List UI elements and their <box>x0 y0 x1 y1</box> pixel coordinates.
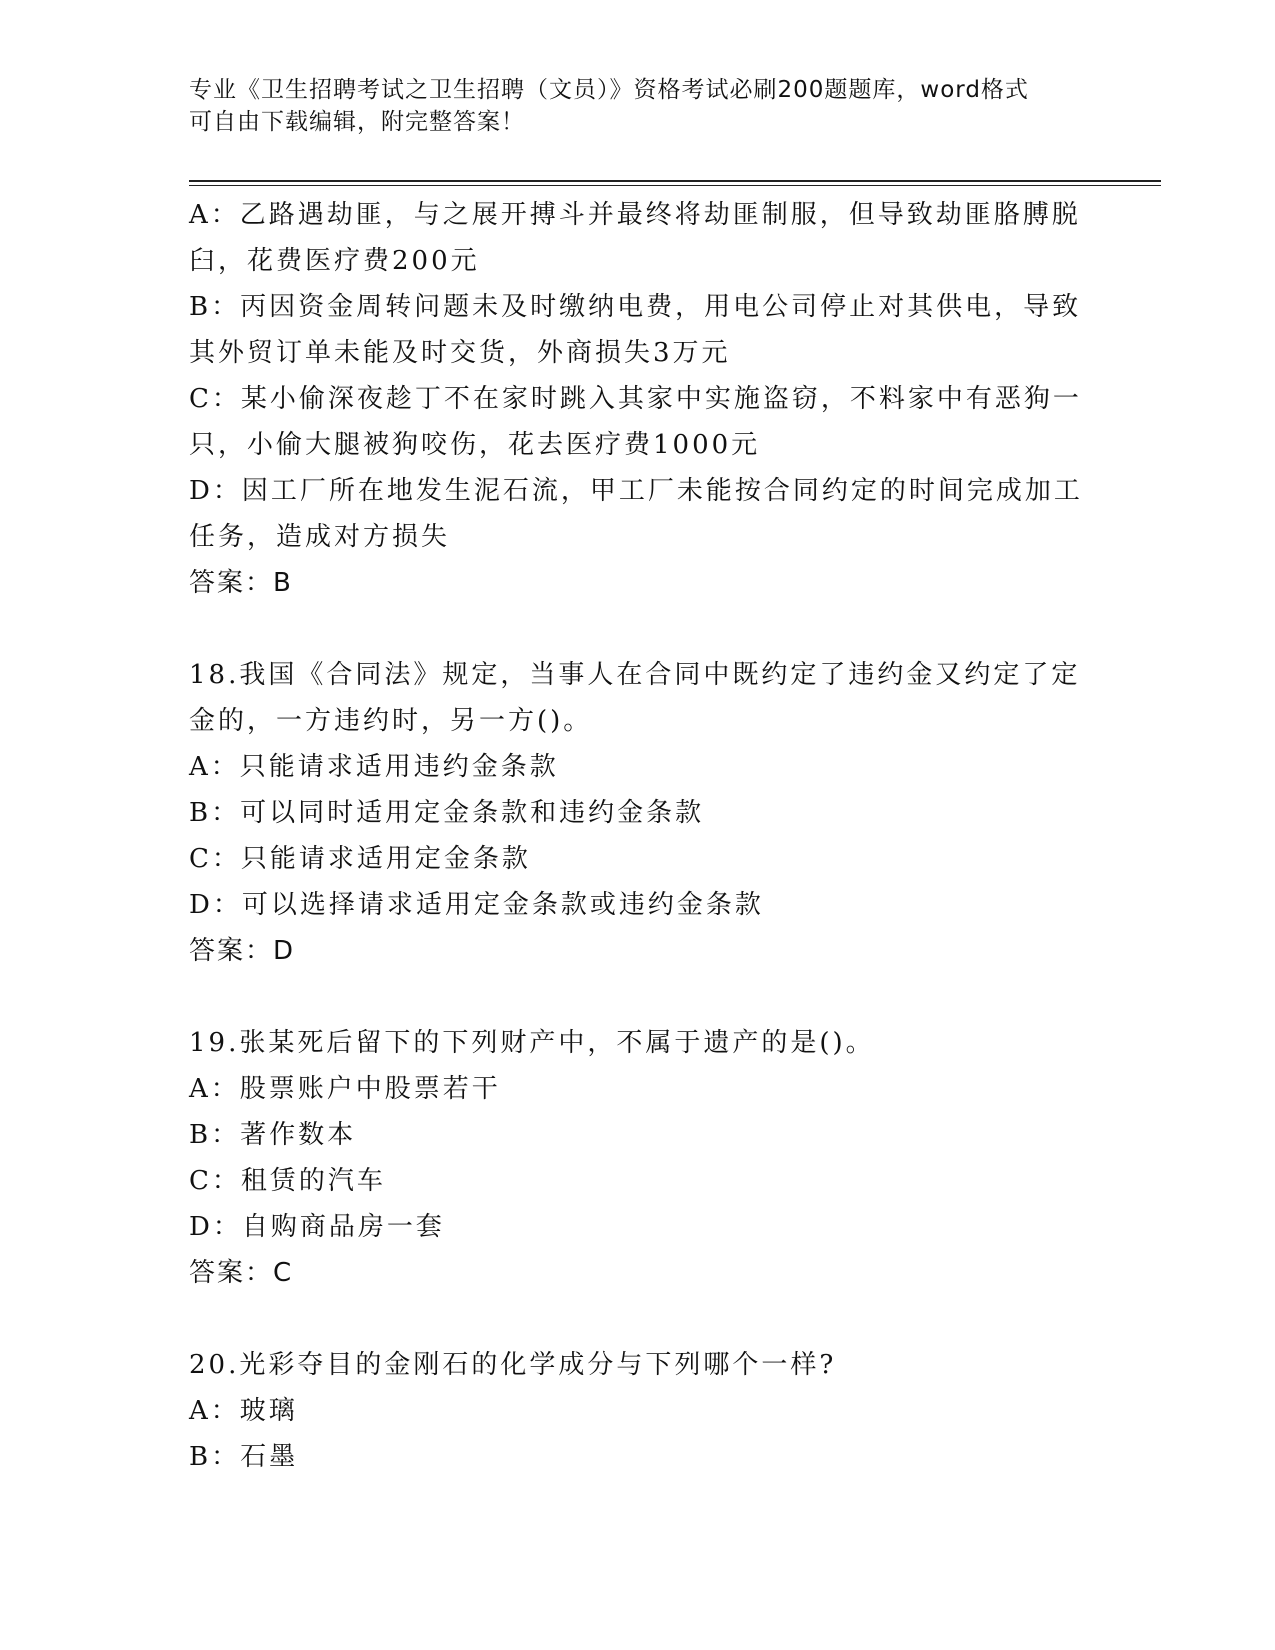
header-title-line2: 可自由下载编辑，附完整答案！ <box>189 109 525 135</box>
question-list <box>189 192 1089 1480</box>
header-title-line1: 专业《卫生招聘考试之卫生招聘（文员）》资格考试必刷200题题库，word格式 <box>189 77 1029 103</box>
option-c-line2: 只，小偷大腿被狗咬伤，花去医疗费1000元 <box>189 430 761 460</box>
option-d-line1: D：因工厂所在地发生泥石流，甲工厂未能按合同约定的时间完成加工 <box>189 476 1083 506</box>
document-header <box>189 74 1089 138</box>
option-b: B：著作数本 <box>189 1120 357 1150</box>
question-17 <box>189 192 1089 606</box>
option-d: D：可以选择请求适用定金条款或违约金条款 <box>189 890 764 920</box>
option-d: D：自购商品房一套 <box>189 1212 445 1242</box>
question-spacer <box>189 1296 1089 1342</box>
option-c: C：租赁的汽车 <box>189 1166 386 1196</box>
question-stem-line2: 金的，一方违约时，另一方()。 <box>189 706 593 736</box>
option-c: C：只能请求适用定金条款 <box>189 844 531 874</box>
option-b: B：可以同时适用定金条款和违约金条款 <box>189 798 705 828</box>
option-a-line1: A：乙路遇劫匪，与之展开搏斗并最终将劫匪制服，但导致劫匪胳膊脱 <box>189 200 1081 230</box>
option-a: A：玻璃 <box>189 1396 298 1426</box>
option-b-line2: 其外贸订单未能及时交货，外商损失3万元 <box>189 338 731 368</box>
question-stem: 20.光彩夺目的金刚石的化学成分与下列哪个一样? <box>189 1350 837 1380</box>
question-19 <box>189 1020 1089 1296</box>
option-a: A：只能请求适用违约金条款 <box>189 752 559 782</box>
header-divider-thick <box>189 180 1161 182</box>
answer-label: 答案：D <box>189 936 296 966</box>
header-divider-thin <box>189 185 1161 186</box>
question-spacer <box>189 606 1089 652</box>
question-spacer <box>189 974 1089 1020</box>
option-b: B：石墨 <box>189 1442 299 1472</box>
question-18 <box>189 652 1089 974</box>
option-d-line2: 任务，造成对方损失 <box>189 522 451 552</box>
answer-label: 答案：B <box>189 568 293 598</box>
option-a-line2: 臼，花费医疗费200元 <box>189 246 480 276</box>
answer-label: 答案：C <box>189 1258 294 1288</box>
option-b-line1: B：丙因资金周转问题未及时缴纳电费，用电公司停止对其供电，导致 <box>189 292 1082 322</box>
option-a: A：股票账户中股票若干 <box>189 1074 501 1104</box>
question-stem-line1: 18.我国《合同法》规定，当事人在合同中既约定了违约金又约定了定 <box>189 660 1081 690</box>
question-stem: 19.张某死后留下的下列财产中，不属于遗产的是()。 <box>189 1028 875 1058</box>
question-20 <box>189 1342 1089 1480</box>
option-c-line1: C：某小偷深夜趁丁不在家时跳入其家中实施盗窃，不料家中有恶狗一 <box>189 384 1082 414</box>
